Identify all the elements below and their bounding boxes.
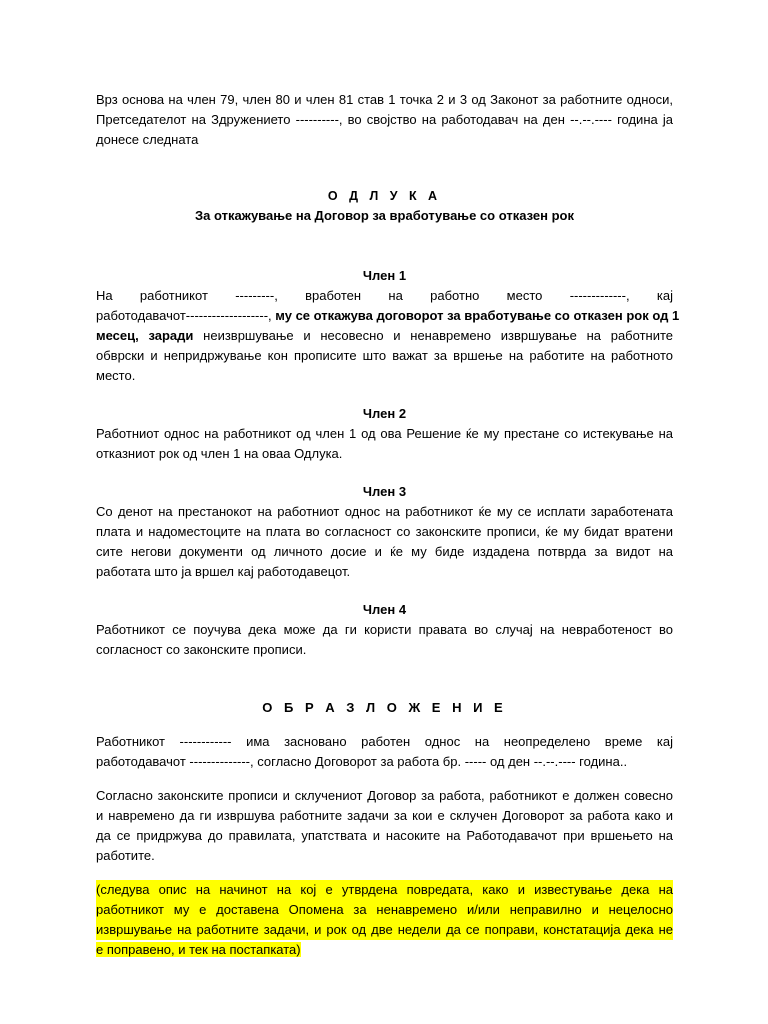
intro-paragraph <box>96 90 673 150</box>
intro-line: Претседателот на Здружението ----------, во својство на работодавач на ден --.--.---- година ја <box>96 112 673 127</box>
article-3 <box>96 482 673 582</box>
article-line <box>96 306 680 326</box>
document-page <box>96 90 680 960</box>
explanation-line: работите. <box>96 848 155 863</box>
highlighted-paragraph <box>96 880 673 960</box>
explanation-line: да се придржува до правилата, упатствата и насоките на Работодавачот при вршењето на <box>96 828 673 843</box>
explanation-line: и навремено да ги извршува работните задачи за кои е склучен Договорот за работа како и <box>96 808 673 823</box>
article-line: обврски и непридржување кон прописите што важат за вршење на работите на работното <box>96 348 673 363</box>
article-line: отказниот рок од член 1 на оваа Одлука. <box>96 446 343 461</box>
highlighted-line: извршување на работните задачи, и рок од две недели да се поправи, констатација дека не <box>96 920 673 940</box>
article-line: Работниот однос на работникот од член 1 од ова Решение ќе му престане со истекување на <box>96 426 673 441</box>
intro-line: донесе следната <box>96 132 199 147</box>
article-text: работодавачот-------------------, <box>96 308 276 323</box>
article-heading: Член 1 <box>362 268 407 283</box>
article-line: место. <box>96 368 136 383</box>
article-2 <box>96 404 673 464</box>
explanation-paragraph-1 <box>96 732 673 772</box>
article-line: Со денот на престанокот на работниот однос на работникот ќе му се исплати заработената <box>96 504 673 519</box>
explanation-line: работодавачот --------------, согласно Договорот за работа бр. ----- од ден --.--.---- година.. <box>96 754 628 769</box>
article-bold-text: му се откажува договорот за вработување со отказен рок од 1 <box>275 308 680 323</box>
highlighted-line: е поправено, и тек на постапката) <box>96 942 301 957</box>
article-bold-text: месец, заради <box>96 328 194 343</box>
intro-line: Врз основа на член 79, член 80 и член 81 став 1 точка 2 и 3 од Законот за работните односи, <box>96 92 673 107</box>
article-line: плата и надоместоците на плата во согласност со законските прописи, ќе му бидат вратени <box>96 524 673 539</box>
highlighted-line-last-wrapper <box>96 940 673 960</box>
explanation-heading: О Б Р А З Л О Ж Е Н И Е <box>262 700 507 715</box>
article-heading: Член 4 <box>362 602 407 617</box>
explanation-paragraph-2 <box>96 786 673 866</box>
highlighted-line: (следува опис на начинот на кој е утврдена повредата, како и известување дека на <box>96 880 673 900</box>
document-title: О Д Л У К А <box>327 189 442 203</box>
article-line: На работникот ---------, вработен на работно место -------------, кај <box>96 288 673 303</box>
article-line: Работникот се поучува дека може да ги користи правата во случај на невработеност во <box>96 622 673 637</box>
article-heading: Член 3 <box>362 484 407 499</box>
document-subtitle: За откажување на Договор за вработување со отказен рок <box>195 208 574 223</box>
article-line: согласност со законските прописи. <box>96 642 307 657</box>
article-1 <box>96 266 680 386</box>
explanation-line: Согласно законските прописи и склучениот Договор за работа, работникот е должен совесно <box>96 788 673 803</box>
article-text: неизвршување и несовесно и ненавремено извршување на работните <box>193 328 674 343</box>
article-line: сите негови документи од личното досие и ќе му биде издадена потврда за видот на <box>96 544 673 559</box>
article-line: работата што ја вршел кај работодавецот. <box>96 564 351 579</box>
article-4 <box>96 600 673 660</box>
article-line <box>96 326 673 346</box>
explanation-line: Работникот ------------ има засновано работен однос на неопределено време кај <box>96 734 673 749</box>
highlighted-line: работникот му е доставена Опомена за ненавремено и/или неправилно и нецелосно <box>96 900 673 920</box>
article-heading: Член 2 <box>362 406 407 421</box>
